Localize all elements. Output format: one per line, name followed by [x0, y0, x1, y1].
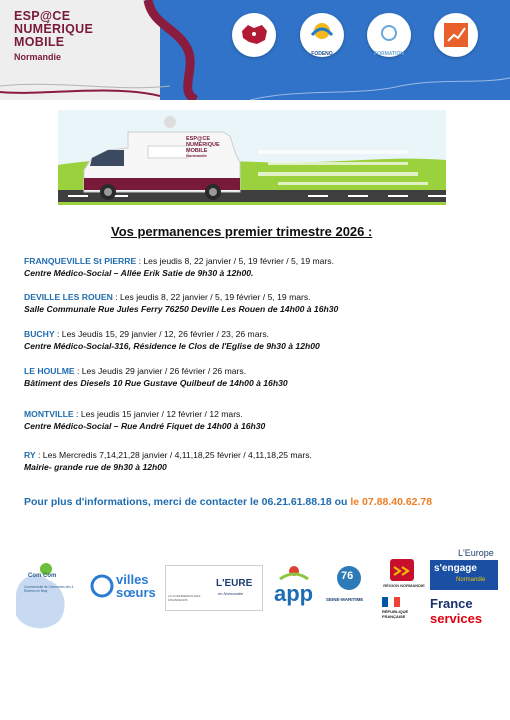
- permanence-address: Centre Médico-Social – Rue André Fiquet de 14h00 à 16h30: [24, 420, 266, 431]
- brand-logo: [14, 10, 93, 64]
- brand-line1: ESP@CE: [14, 9, 71, 23]
- permanence-dates: : Les jeudis 15 janvier / 12 février / 12 mars.: [73, 409, 243, 419]
- eure-big: L'EURE: [216, 578, 253, 589]
- app-logo: [270, 563, 318, 613]
- formation-label: FORMATION: [374, 51, 404, 57]
- permanence-dates: : Les jeudis 8, 22 janvier / 5, 19 février / 5, 19 mars.: [136, 256, 334, 266]
- permanence-item: [24, 450, 312, 473]
- permanence-place: FRANQUEVILLE St PIERRE: [24, 256, 137, 266]
- permanence-item: [24, 256, 334, 279]
- brand-line4: Normandie: [14, 52, 62, 62]
- page-title: Vos permanences premier trimestre 2026 :: [111, 224, 373, 239]
- permanence-address: Bâtiment des Diesels 10 Rue Gustave Quilbeuf de 14h00 à 16h30: [24, 377, 288, 388]
- permanence-address: Centre Médico-Social – Allée Erik Satie de 9h30 à 12h00.: [24, 267, 254, 278]
- van-banner-illustration: [58, 110, 446, 205]
- seine-maritime-logo: [326, 565, 372, 613]
- van-text-line3: MOBILE: [186, 148, 208, 154]
- europe-line2: s'engage: [434, 563, 477, 574]
- permanence-dates: : Les Mercredis 7,14,21,28 janvier / 4,11,18,25 février / 4,11,18,25 mars.: [35, 450, 312, 460]
- villes-soeurs-logo: [90, 570, 160, 610]
- permanence-item: [24, 409, 265, 432]
- permanence-item: [24, 329, 320, 352]
- contact-phone-2: le 07.88.40.62.78: [350, 496, 433, 508]
- permanence-item: [24, 292, 338, 315]
- orange-chart-logo: [434, 13, 478, 57]
- permanence-item: [24, 366, 288, 389]
- partner-logos: [0, 545, 510, 635]
- europe-line3: Normandie: [456, 577, 486, 583]
- permanence-dates: : Les Jeudis 29 janvier / 26 février / 26 mars.: [74, 366, 247, 376]
- brand-line3: MOBILE: [14, 35, 65, 49]
- comcom-full: Communauté de Communes des 4 Rivières en Bray: [24, 585, 74, 593]
- eure-logo: [165, 565, 263, 611]
- permanence-dates: : Les Jeudis 15, 29 janvier / 12, 26 février / 23, 26 mars.: [54, 329, 270, 339]
- permanence-address: Mairie- grande rue de 9h30 à 12h00: [24, 461, 167, 472]
- rf-line1: RÉPUBLIQUE: [382, 609, 409, 614]
- fodeno-logo: [300, 13, 344, 57]
- eure-sub: en Normandie: [218, 591, 244, 596]
- permanence-address: Salle Communale Rue Jules Ferry 76250 Deville Les Rouen de 14h00 à 16h30: [24, 303, 339, 314]
- villes-text: villes: [116, 572, 149, 587]
- formation-logo: [367, 13, 411, 57]
- van-text-line2: NUMÉRIQUE: [186, 142, 220, 148]
- header-banner: [0, 0, 510, 100]
- van-text-line4: Normandie: [186, 153, 207, 158]
- van-text-line1: ESP@CE: [186, 136, 211, 142]
- france-services-line1: France: [430, 596, 473, 611]
- soeurs-text: sœurs: [116, 585, 156, 600]
- comcom-logo: [8, 555, 80, 635]
- france-services-line2: services: [430, 611, 483, 626]
- permanence-place: LE HOULME: [24, 366, 75, 376]
- region-text: RÉGION NORMANDIE: [383, 583, 425, 588]
- rf-line2: FRANÇAISE: [382, 614, 406, 619]
- fodeno-label: FODENO: [311, 51, 333, 57]
- app-text: app: [274, 581, 314, 606]
- dept-name: SEINE-MARITIME: [326, 597, 364, 602]
- europe-line1: L'Europe: [458, 548, 494, 558]
- permanence-place: DEVILLE LES ROUEN: [24, 292, 113, 302]
- comcom-short: Com Com: [28, 573, 57, 579]
- europe-flag: [430, 560, 498, 590]
- brand-line2: NUMÉRIQUE: [14, 22, 94, 36]
- permanence-dates: : Les jeudis 8, 22 janvier / 5, 19 février / 5, 19 mars.: [112, 292, 311, 302]
- region-normandie-logo: [380, 557, 426, 627]
- contact-text: Pour plus d'informations, merci de contacter le 06.21.61.88.18 ou: [24, 496, 351, 508]
- eure-small: LA CONFÉRENCE DES FINANCEURS: [168, 594, 201, 602]
- europe-france-services-logo: [430, 548, 506, 632]
- dept-num: 76: [341, 570, 354, 582]
- permanence-place: BUCHY: [24, 329, 55, 339]
- permanence-place: MONTVILLE: [24, 409, 74, 419]
- permanence-address: Centre Médico-Social-316, Résidence le Clos de l'Eglise de 9h30 à 12h00: [24, 340, 320, 351]
- contact-line: [24, 496, 432, 508]
- normandie-map-logo: [232, 13, 276, 57]
- permanence-place: RY: [24, 450, 36, 460]
